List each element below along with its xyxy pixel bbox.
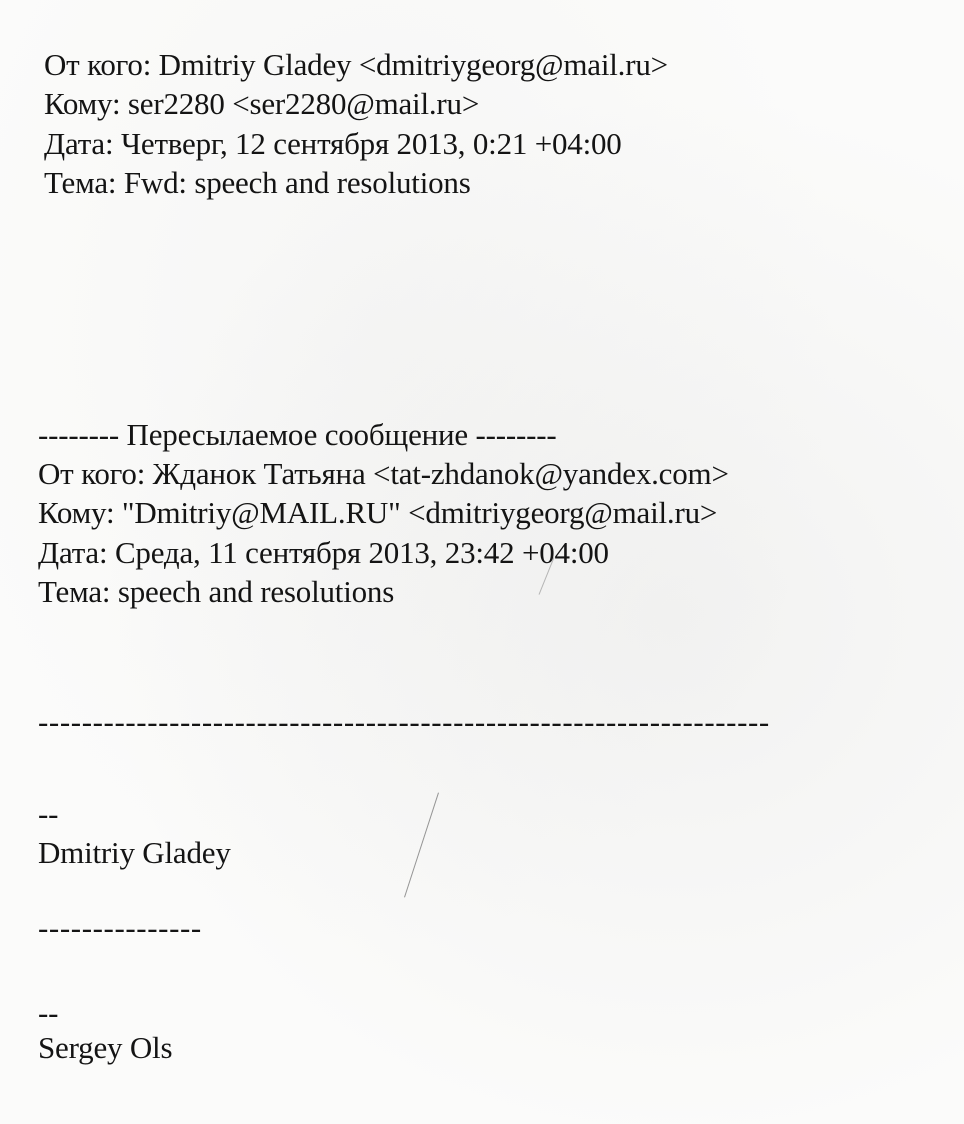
header-date: Дата: Четверг, 12 сентября 2013, 0:21 +04:00: [44, 126, 622, 161]
forwarded-date: Дата: Среда, 11 сентября 2013, 23:42 +04:00: [38, 535, 609, 570]
short-divider: ---------------: [38, 910, 202, 945]
forwarded-subject: Тема: speech and resolutions: [38, 574, 395, 609]
forwarded-separator: -------- Пересылаемое сообщение --------: [38, 417, 557, 452]
long-divider: -------------------------------------------------------------------: [38, 704, 770, 739]
signature-2-dashes: --: [38, 995, 59, 1030]
signature-1-dashes: --: [38, 796, 59, 831]
signature-1-name: Dmitriy Gladey: [38, 835, 231, 870]
forwarded-to: Кому: "Dmitriy@MAIL.RU" <dmitriygeorg@mail.ru>: [38, 495, 718, 530]
header-subject: Тема: Fwd: speech and resolutions: [44, 165, 471, 200]
header-to: Кому: ser2280 <ser2280@mail.ru>: [44, 86, 480, 121]
pen-stroke-mark: [404, 793, 439, 898]
signature-2-name: Sergey Ols: [38, 1030, 173, 1065]
forwarded-from: От кого: Жданок Татьяна <tat-zhdanok@yandex.com>: [38, 456, 729, 491]
header-from: От кого: Dmitriy Gladey <dmitriygeorg@mail.ru>: [44, 47, 668, 82]
